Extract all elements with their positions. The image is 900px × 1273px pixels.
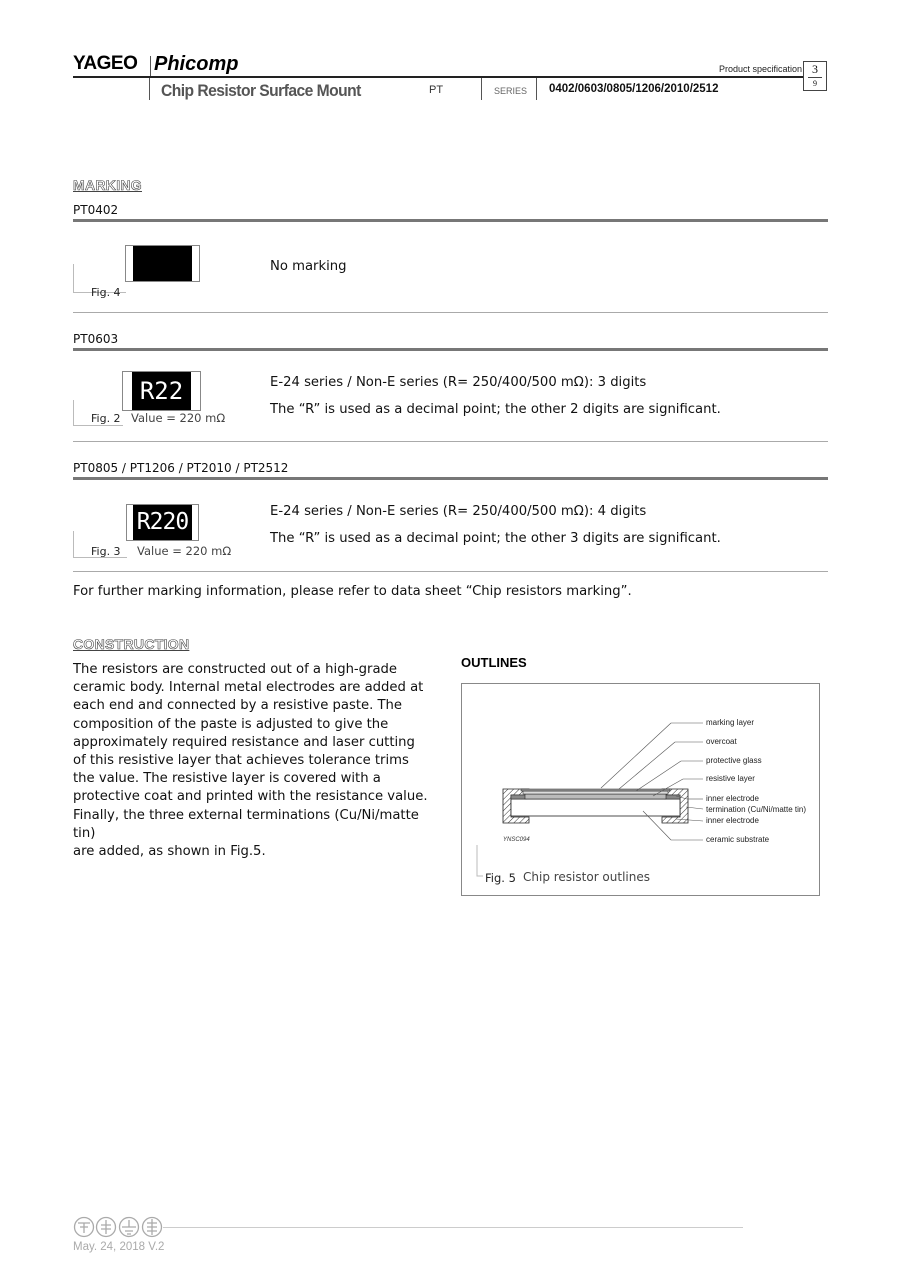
page-total: 9 <box>813 79 817 88</box>
pt0603-line1: E-24 series / Non-E series (R= 250/400/500 mΩ): 3 digits <box>270 375 647 390</box>
brand-divider <box>150 56 151 76</box>
footer-rule <box>163 1227 743 1228</box>
overcoat <box>521 789 670 791</box>
construction-line: The resistors are constructed out of a high-grade <box>73 662 398 677</box>
construction-line: the value. The resistive layer is covered with a <box>73 771 381 787</box>
protective-glass <box>523 791 668 794</box>
header-separator <box>481 78 482 100</box>
section-divider <box>73 571 828 572</box>
fig5-label: Fig. 5 <box>485 871 516 885</box>
construction-heading: CONSTRUCTION <box>73 636 190 652</box>
doc-type-label: Product specification <box>718 64 802 74</box>
chip-pt0603 <box>122 371 201 411</box>
footer-certification-icons <box>73 1216 165 1238</box>
chip-marking-r220: R220 <box>133 505 192 540</box>
further-marking-note: For further marking information, please refer to data sheet “Chip resistors marking”. <box>73 584 632 599</box>
outlines-title: OUTLINES <box>461 655 527 670</box>
construction-line: of this resistive layer that achieves tolerance trims <box>73 753 409 769</box>
chip-pt0402 <box>125 245 200 282</box>
pt0402-title: PT0402 <box>73 203 119 217</box>
section-rule <box>73 348 828 351</box>
construction-line: each end and connected by a resistive paste. The <box>73 698 403 714</box>
construction-line: composition of the paste is adjusted to give the <box>73 716 389 732</box>
series-label: SERIES <box>494 86 528 96</box>
section-rule <box>73 477 828 480</box>
label-inner-electrode: inner electrode <box>706 816 759 825</box>
marking-heading: MARKING <box>73 177 142 193</box>
brand-logo-phicomp: Phicomp <box>154 53 239 75</box>
label-protective-glass: protective glass <box>706 756 762 765</box>
pt0805-line2: The “R” is used as a decimal point; the other 3 digits are significant. <box>270 531 721 546</box>
section-divider <box>73 312 828 313</box>
label-inner-electrode: inner electrode <box>706 794 759 803</box>
pt0805-line1: E-24 series / Non-E series (R= 250/400/500 mΩ): 4 digits <box>270 504 647 519</box>
construction-line: Finally, the three external terminations (Cu/Ni/matte tin) <box>73 807 419 841</box>
ceramic-substrate <box>511 799 680 816</box>
label-overcoat: overcoat <box>706 737 737 746</box>
header-rule <box>73 76 803 78</box>
label-termination: termination (Cu/Ni/matte tin) <box>706 805 807 814</box>
resistive-layer <box>525 794 666 799</box>
pt0603-title: PT0603 <box>73 332 119 346</box>
brand-logo-yageo: YAGEO <box>73 53 138 74</box>
label-ceramic-substrate: ceramic substrate <box>706 835 770 844</box>
chip-pt0805 <box>126 504 199 541</box>
chip-marking-r22: R22 <box>132 372 191 410</box>
header-separator <box>536 78 537 100</box>
fig3-value: Value = 220 mΩ <box>137 544 232 558</box>
inner-electrode-right <box>664 795 680 799</box>
construction-paragraph <box>73 661 438 861</box>
fig4-label: Fig. 4 <box>91 286 121 299</box>
pt0805-title: PT0805 / PT1206 / PT2010 / PT2512 <box>73 461 289 475</box>
page-number-divider <box>808 77 822 78</box>
fig2-label: Fig. 2 <box>91 412 121 425</box>
label-marking-layer: marking layer <box>706 718 755 727</box>
construction-line: ceramic body. Internal metal electrodes are added at <box>73 680 424 696</box>
drawing-code: YNSC094 <box>503 837 530 843</box>
chip-body <box>133 246 192 281</box>
document-title: Chip Resistor Surface Mount <box>161 81 361 100</box>
fig5-caption: Chip resistor outlines <box>523 870 650 884</box>
fig3-label: Fig. 3 <box>91 545 121 558</box>
label-resistive-layer: resistive layer <box>706 774 755 783</box>
construction-line: are added, as shown in Fig.5. <box>73 844 266 860</box>
pt0402-description: No marking <box>270 259 347 274</box>
header-separator <box>149 78 150 100</box>
page-number: 3 <box>812 62 818 76</box>
construction-line: approximately required resistance and laser cutting <box>73 734 415 750</box>
footer-date: May. 24, 2018 V.2 <box>73 1241 165 1253</box>
chip-resistor-cross-section <box>461 683 820 896</box>
pt0603-line2: The “R” is used as a decimal point; the other 2 digits are significant. <box>270 402 721 417</box>
section-divider <box>73 441 828 442</box>
inner-electrode-left <box>511 795 527 799</box>
fig2-value: Value = 220 mΩ <box>131 411 226 425</box>
section-rule <box>73 219 828 222</box>
construction-line: protective coat and printed with the resistance value. <box>73 789 428 805</box>
series-sizes: 0402/0603/0805/1206/2010/2512 <box>549 83 719 95</box>
series-code: PT <box>429 84 444 96</box>
